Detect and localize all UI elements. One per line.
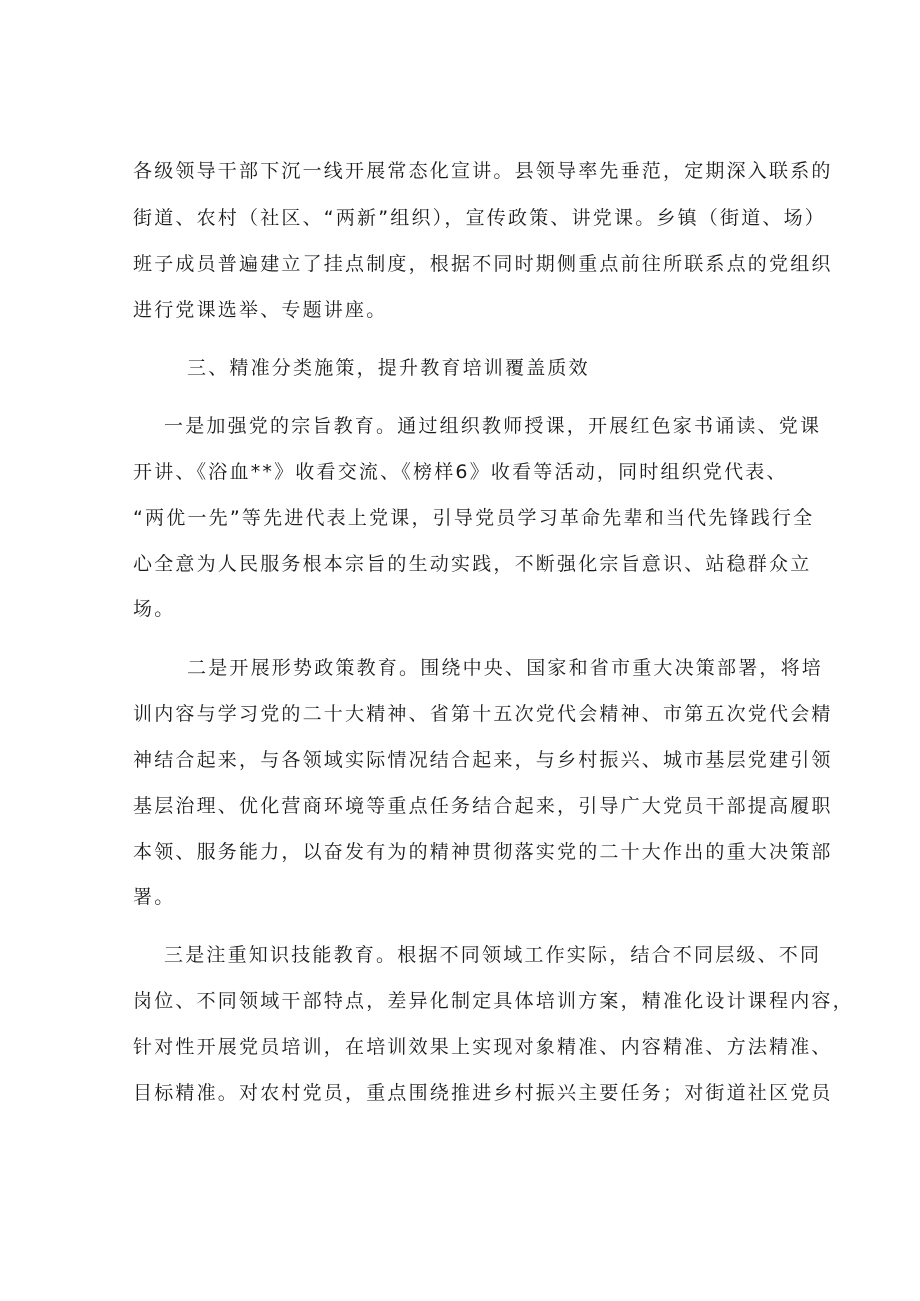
paragraph-2-line-1: 一是加强党的宗旨教育。通过组织教师授课，开展红色家书诵读、党课 bbox=[164, 415, 822, 437]
paragraph-4-line-2: 岗位、不同领域干部特点，差异化制定具体培训方案，精准化设计课程内容， bbox=[133, 990, 854, 1012]
paragraph-3-line-3: 神结合起来，与各领域实际情况结合起来，与乡村振兴、城市基层党建引领 bbox=[133, 749, 833, 771]
paragraph-3-line-6: 署。 bbox=[133, 886, 176, 908]
paragraph-3-line-4: 基层治理、优化营商环境等重点任务结合起来，引导广大党员干部提高履职 bbox=[133, 795, 833, 817]
paragraph-1-line-4: 进行党课选举、专题讲座。 bbox=[133, 299, 388, 321]
paragraph-1-line-3: 班子成员普遍建立了挂点制度，根据不同时期侧重点前往所联系点的党组织 bbox=[133, 253, 833, 275]
paragraph-3-line-1: 二是开展形势政策教育。围绕中央、国家和省市重大决策部署，将培 bbox=[187, 657, 824, 679]
paragraph-2-line-4: 心全意为人民服务根本宗旨的生动实践，不断强化宗旨意识、站稳群众立 bbox=[133, 553, 812, 575]
paragraph-2-line-3: “两优一先”等先进代表上党课，引导党员学习革命先辈和当代先锋践行全 bbox=[133, 507, 815, 529]
paragraph-4-line-4: 目标精准。对农村党员，重点围绕推进乡村振兴主要任务；对街道社区党员 bbox=[133, 1082, 833, 1104]
paragraph-2-line-2: 开讲、《浴血**》收看交流、《榜样6》收看等活动，同时组织党代表、 bbox=[133, 461, 788, 483]
paragraph-3-line-5: 本领、服务能力，以奋发有为的精神贯彻落实党的二十大作出的重大决策部 bbox=[133, 841, 833, 863]
paragraph-1-line-1: 各级领导干部下沉一线开展常态化宣讲。县领导率先垂范，定期深入联系的 bbox=[133, 160, 833, 182]
paragraph-4-line-3: 针对性开展党员培训，在培训效果上实现对象精准、内容精准、方法精准、 bbox=[133, 1036, 833, 1058]
section-heading: 三、精准分类施策，提升教育培训覆盖质效 bbox=[187, 357, 590, 379]
paragraph-3-line-2: 训内容与学习党的二十大精神、省第十五次党代会精神、市第五次党代会精 bbox=[133, 703, 833, 725]
paragraph-2-line-5: 场。 bbox=[133, 598, 176, 620]
paragraph-1-line-2: 街道、农村（社区、“两新”组织），宣传政策、讲党课。乡镇（街道、场） bbox=[133, 207, 826, 229]
paragraph-4-line-1: 三是注重知识技能教育。根据不同领域工作实际，结合不同层级、不同 bbox=[164, 944, 822, 966]
